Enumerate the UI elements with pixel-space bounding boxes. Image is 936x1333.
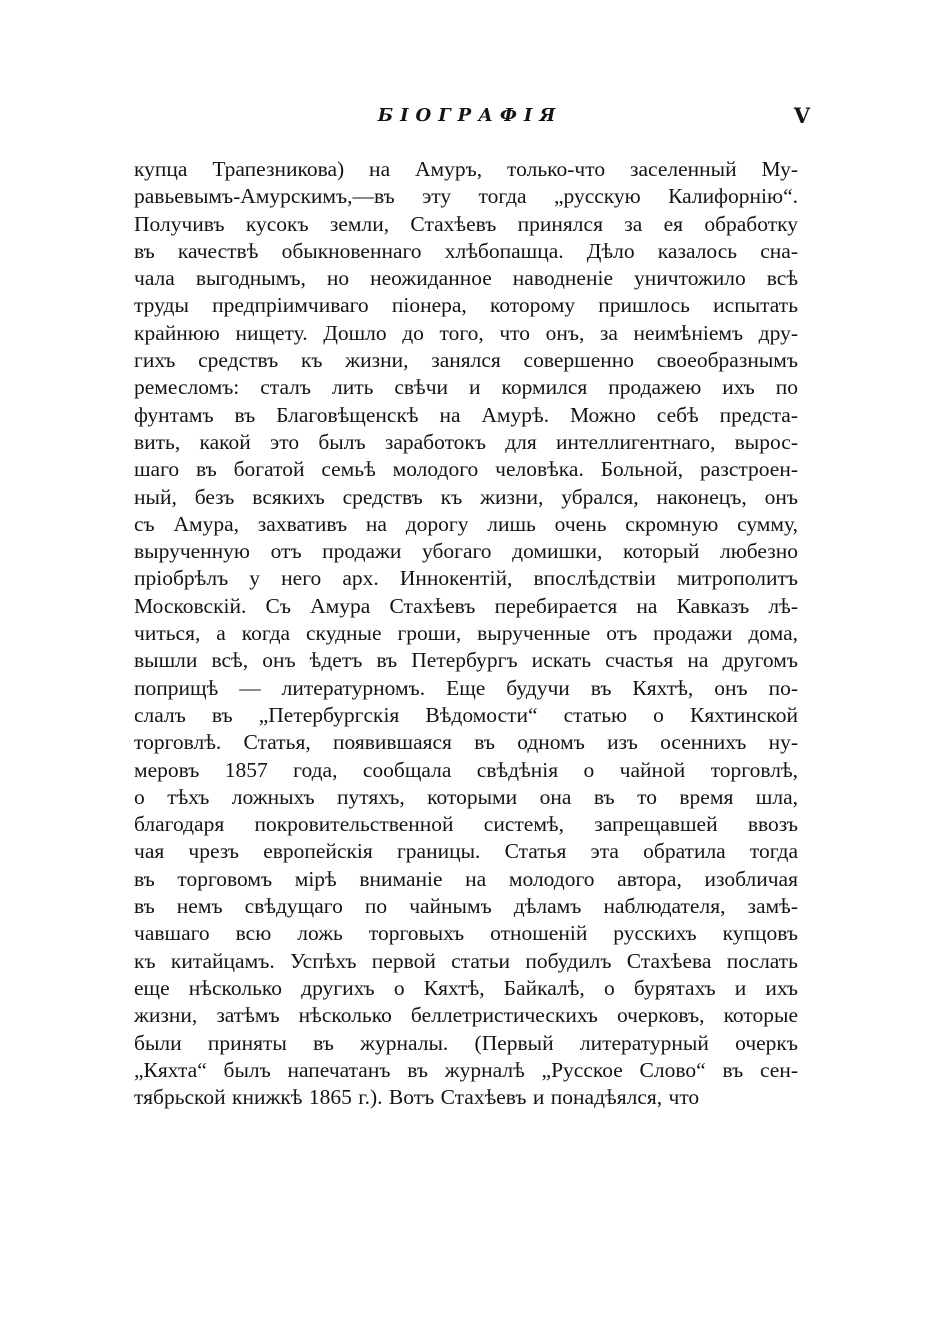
- text-line: съ Амура, захвативъ на дорогу лишь очень скромную сумму,: [134, 511, 798, 536]
- running-title: БІОГРАФІЯ: [377, 105, 563, 126]
- text-line: поприщѣ — литературномъ. Еще будучи въ Кяхтѣ, онъ по-: [134, 675, 798, 700]
- text-line: въ немъ свѣдущаго по чайнымъ дѣламъ наблюдателя, замѣ-: [134, 894, 798, 919]
- text-line: крайнюю нищету. Дошло до того, что онъ, за неимѣніемъ дру-: [134, 320, 798, 345]
- text-line: ремесломъ: сталъ лить свѣчи и кормился продажею ихъ по: [134, 375, 798, 400]
- text-line: „Кяхта“ былъ напечатанъ въ журналѣ „Русское Слово“ въ сен-: [134, 1057, 798, 1082]
- text-line: Получивъ кусокъ земли, Стахѣевъ принялся за ея обработку: [134, 211, 798, 236]
- text-line: тябрьской книжкѣ 1865 г.). Вотъ Стахѣевъ и понадѣялся, что: [134, 1085, 700, 1110]
- text-line: къ китайцамъ. Успѣхъ первой статьи побудилъ Стахѣева послать: [134, 948, 798, 973]
- text-line: жизни, затѣмъ нѣсколько беллетристическихъ очерковъ, которые: [134, 1003, 798, 1028]
- text-line: труды предпріимчиваго піонера, которому пришлось испытать: [134, 293, 798, 318]
- text-line: Московскій. Съ Амура Стахѣевъ перебирается на Кавказъ лѣ-: [134, 593, 798, 618]
- text-line: въ торговомъ мірѣ вниманіе на молодого автора, изобличая: [134, 866, 798, 891]
- text-line: чавшаго всю ложь торговыхъ отношеній русскихъ купцовъ: [134, 921, 798, 946]
- text-line: еще нѣсколько другихъ о Кяхтѣ, Байкалѣ, о бурятахъ и ихъ: [134, 975, 798, 1000]
- text-line: вырученную отъ продажи убогаго домишки, который любезно: [134, 539, 798, 564]
- text-line: читься, а когда скудные гроши, вырученные отъ продажи дома,: [134, 621, 798, 646]
- text-line: гихъ средствъ къ жизни, занялся совершенно своеобразнымъ: [134, 348, 798, 373]
- text-line: купца Трапезникова) на Амуръ, только-что заселенный Му-: [134, 157, 798, 181]
- text-line: торговлѣ. Статья, появившаяся въ одномъ изъ осеннихъ ну-: [134, 730, 798, 755]
- text-line: слалъ въ „Петербургскія Вѣдомости“ статью о Кяхтинской: [134, 702, 798, 727]
- running-head: [130, 103, 810, 133]
- text-line: въ качествѣ обыкновеннаго хлѣбопашца. Дѣло казалось сна-: [134, 238, 798, 263]
- text-line: чала выгоднымъ, но неожиданное наводненіе уничтожило всѣ: [134, 266, 798, 291]
- text-line: меровъ 1857 года, сообщала свѣдѣнія о чайной торговлѣ,: [134, 757, 798, 782]
- text-line: ный, безъ всякихъ средствъ къ жизни, убрался, наконецъ, онъ: [134, 484, 798, 509]
- text-line: вышли всѣ, онъ ѣдетъ въ Петербургъ искать счастья на другомъ: [134, 648, 798, 673]
- text-line: были приняты въ журналы. (Первый литературный очеркъ: [134, 1030, 798, 1055]
- text-line: фунтамъ въ Благовѣщенскѣ на Амурѣ. Можно себѣ предста-: [134, 402, 798, 427]
- body-text: [134, 156, 798, 1111]
- text-line: благодаря покровительственной системѣ, запрещавшей ввозъ: [134, 812, 798, 837]
- text-line: чая чрезъ европейскія границы. Статья эта обратила тогда: [134, 839, 798, 864]
- text-line: шаго въ богатой семьѣ молодого человѣка. Больной, разстроен-: [134, 457, 798, 482]
- text-line: о тѣхъ ложныхъ путяхъ, которыми она въ то время шла,: [134, 784, 798, 809]
- text-line: вить, какой это былъ заработокъ для интеллигентнаго, вырос-: [134, 429, 798, 454]
- text-line: пріобрѣлъ у него арх. Иннокентій, впослѣдствіи митрополитъ: [134, 566, 798, 591]
- text-line: равьевымъ-Амурскимъ,—въ эту тогда „русскую Калифорнію“.: [134, 184, 798, 209]
- page-number: V: [793, 103, 810, 128]
